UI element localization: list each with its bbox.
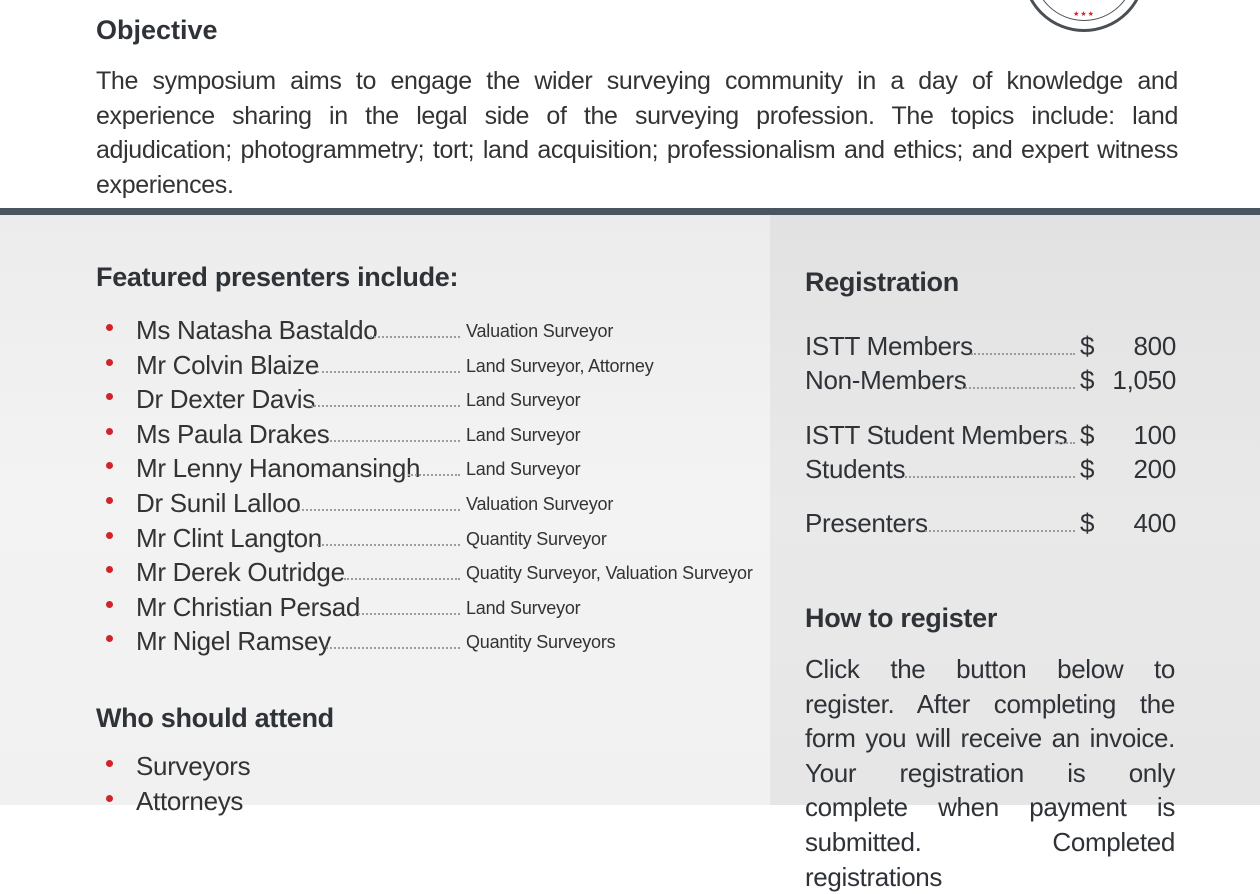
bullet-icon [106, 462, 113, 469]
presenter-role: Quatity Surveyor, Valuation Surveyor [466, 563, 753, 584]
bullet-icon [106, 393, 113, 400]
presenter-item [106, 348, 756, 383]
presenter-name: Mr Lenny Hanomansingh [136, 453, 421, 484]
attend-label: Attorneys [136, 785, 244, 816]
registration-heading: Registration [805, 267, 959, 297]
bullet-icon [106, 532, 113, 539]
dot-leader [298, 495, 460, 511]
presenter-item [106, 313, 756, 348]
bullet-icon [106, 324, 113, 331]
dot-leader [330, 426, 460, 442]
presenter-name: Mr Derek Outridge [136, 557, 345, 588]
registration-currency: $ [1080, 365, 1095, 395]
dot-leader [961, 371, 1075, 389]
dot-leader [905, 460, 1075, 478]
presenter-name: Dr Dexter Davis [136, 384, 315, 415]
registration-amount: 1,050 [1112, 365, 1176, 395]
registration-currency: $ [1080, 508, 1095, 538]
objective-heading: Objective [96, 15, 218, 45]
dot-leader [317, 530, 460, 546]
presenter-item [106, 382, 756, 417]
dot-leader [408, 460, 460, 476]
dot-leader [370, 322, 460, 338]
presenter-item [106, 417, 756, 452]
presenter-item [106, 486, 756, 521]
dot-leader [358, 599, 460, 615]
bullet-icon [106, 428, 113, 435]
registration-label: ISTT Members [805, 331, 973, 361]
presenter-role: Quantity Surveyors [466, 632, 616, 653]
registration-label: Students [805, 454, 906, 484]
presenter-item [106, 451, 756, 486]
presenter-item [106, 521, 756, 556]
how-to-register-text: Click the button below to register. After completing the form you will receive an invoice. Your registration is only complete when payment is submitted. Completed registrations [805, 654, 1175, 892]
presenter-role: Land Surveyor [466, 390, 581, 411]
bullet-icon [106, 601, 113, 608]
objective-text: The symposium aims to engage the wider surveying community in a day of knowledge and experience sharing in the legal side of the surveying profession. The topics include: land adjudication; photogrammetry; tort; land acquisition; professionalism and ethics; and expert witness experiences. [96, 67, 1178, 199]
presenter-name: Ms Paula Drakes [136, 418, 330, 449]
bullet-icon [106, 359, 113, 366]
registration-row [805, 506, 1176, 540]
registration-amount: 800 [1133, 331, 1176, 361]
registration-label: Non-Members [805, 365, 967, 395]
registration-amount: 200 [1133, 454, 1176, 484]
dot-leader [344, 564, 460, 580]
presenter-name: Dr Sunil Lalloo [136, 487, 301, 518]
registration-row [805, 418, 1176, 452]
objective-section [0, 0, 1260, 210]
bullet-icon [106, 795, 113, 802]
presenter-role: Valuation Surveyor [466, 321, 614, 341]
presenter-name: Mr Clint Langton [136, 522, 322, 553]
presenters-heading: Featured presenters include: [96, 262, 459, 292]
registration-label: Presenters [805, 508, 928, 538]
registration-currency: $ [1080, 420, 1095, 450]
dot-leader [925, 514, 1075, 532]
registration-label: ISTT Student Members [805, 420, 1068, 450]
registration-currency: $ [1080, 454, 1095, 484]
attend-heading: Who should attend [96, 703, 334, 733]
presenter-item [106, 590, 756, 625]
presenter-name: Mr Nigel Ramsey [136, 626, 331, 657]
dot-leader [317, 357, 460, 373]
bullet-icon [106, 497, 113, 504]
registration-currency: $ [1080, 331, 1095, 361]
presenter-role: Quantity Surveyor [466, 528, 607, 549]
presenters-list [106, 313, 756, 659]
dot-leader [326, 633, 460, 649]
presenter-item [106, 624, 756, 659]
bullet-icon [106, 635, 113, 642]
dot-leader [1055, 426, 1075, 444]
bullet-icon [106, 566, 113, 573]
presenter-item [106, 555, 756, 590]
presenter-role: Land Surveyor [466, 459, 581, 480]
presenter-name: Ms Natasha Bastaldo [136, 315, 378, 345]
registration-row [805, 452, 1176, 486]
how-to-register-heading: How to register [805, 603, 998, 633]
presenter-role: Land Surveyor [466, 597, 581, 618]
registration-amount: 400 [1133, 508, 1176, 538]
presenter-role: Land Surveyor [466, 424, 581, 445]
attend-label: Surveyors [136, 751, 251, 781]
bullet-icon [106, 760, 113, 767]
dot-leader [311, 391, 460, 407]
presenter-name: Mr Colvin Blaize [136, 349, 320, 380]
section-divider [0, 208, 1260, 215]
presenter-role: Valuation Surveyor [466, 493, 614, 514]
presenter-role: Land Surveyor, Attorney [466, 355, 654, 376]
seal-stars-icon: ★★★ [1073, 11, 1095, 18]
istt-seal-logo [1022, 0, 1146, 32]
presenter-name: Mr Christian Persad [136, 591, 361, 622]
dot-leader [971, 337, 1075, 355]
registration-amount: 100 [1133, 420, 1176, 450]
registration-row [805, 329, 1176, 363]
registration-row [805, 363, 1176, 397]
